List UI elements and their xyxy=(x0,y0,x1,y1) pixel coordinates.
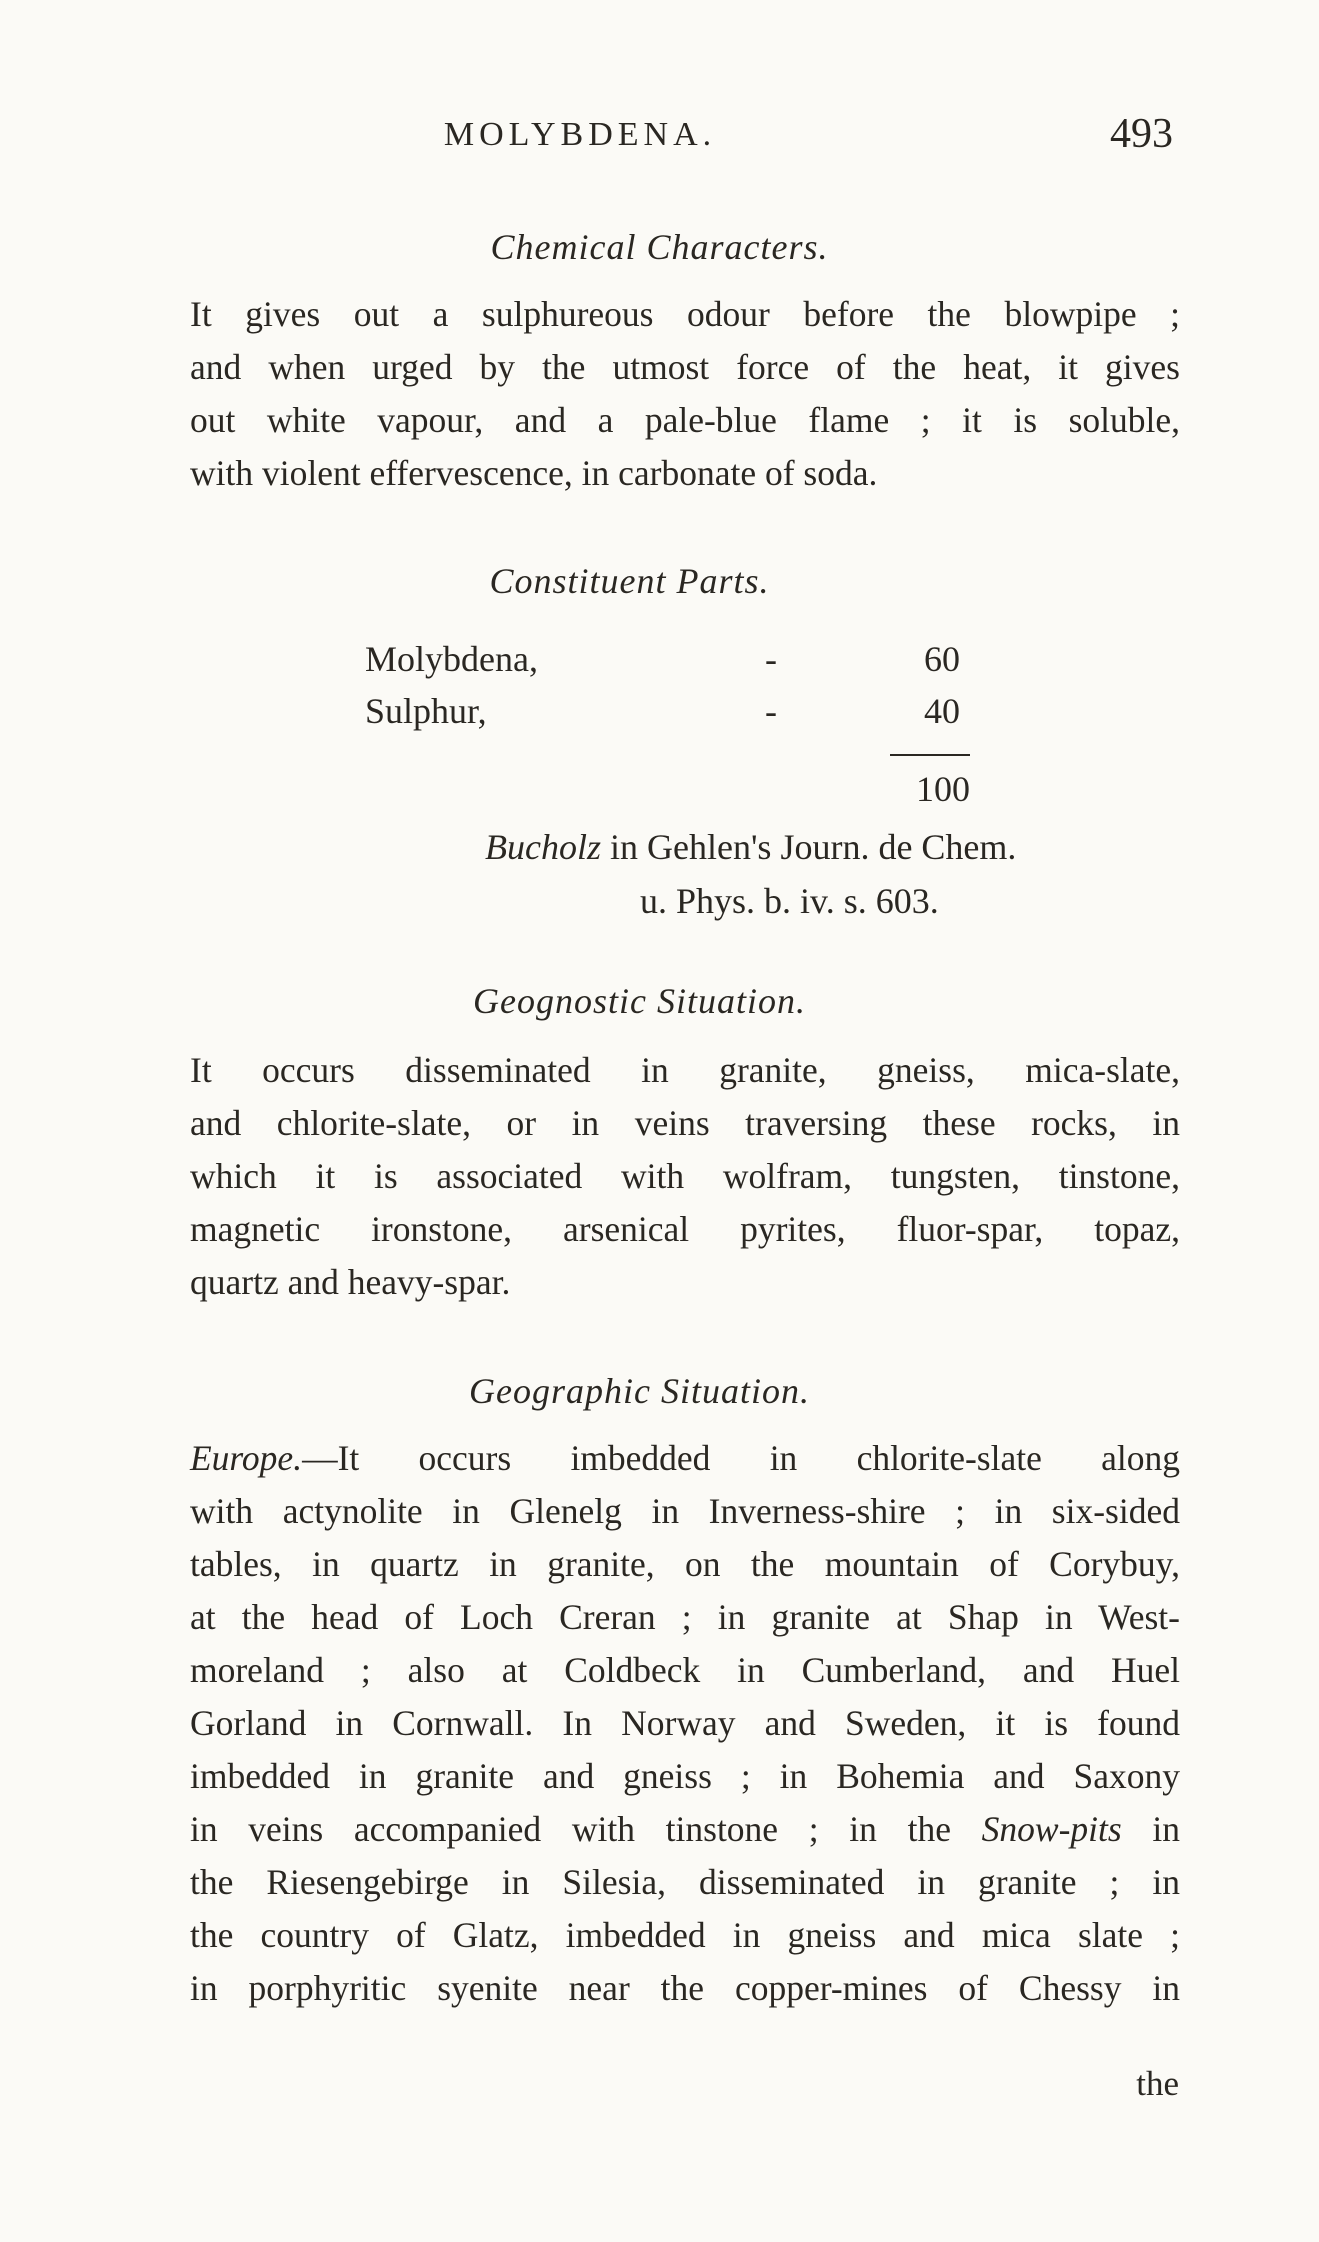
constituent-dash: - xyxy=(765,639,777,679)
snow-pits-term: Snow-pits xyxy=(981,1809,1122,1849)
text-line: at the head of Loch Creran ; in granite at Shap in West- xyxy=(190,1597,1180,1637)
citation-source: in Gehlen's Journ. de Chem. xyxy=(609,827,1017,867)
text-line: the country of Glatz, imbedded in gneiss and mica slate ; xyxy=(190,1915,1180,1955)
europe-text: —It occurs imbedded in chlorite-slate along xyxy=(302,1438,1180,1478)
text-line xyxy=(190,1803,1180,1856)
running-title: MOLYBDENA. xyxy=(443,116,717,153)
chemical-characters-heading: Chemical Characters. xyxy=(490,227,829,267)
geognostic-paragraph xyxy=(190,1044,1180,1309)
text-line: quartz and heavy-spar. xyxy=(190,1262,511,1302)
constituent-value: 60 xyxy=(924,639,960,679)
constituent-value: 40 xyxy=(924,691,960,731)
geographic-paragraph xyxy=(190,1432,1180,2015)
text-line: Gorland in Cornwall. In Norway and Sweden, it is found xyxy=(190,1703,1180,1743)
constituent-parts-heading: Constituent Parts. xyxy=(489,561,770,601)
constituent-row-molybdena xyxy=(365,638,985,690)
text-line: and chlorite-slate, or in veins traversing these rocks, in xyxy=(190,1103,1180,1143)
sum-rule xyxy=(890,754,970,756)
constituent-name: Sulphur, xyxy=(365,691,487,731)
constituent-dash: - xyxy=(765,691,777,731)
snow-line-post: in xyxy=(1152,1809,1180,1849)
text-line xyxy=(190,1432,1180,1485)
constituent-name: Molybdena, xyxy=(365,639,538,679)
text-line: with violent effervescence, in carbonate of soda. xyxy=(190,453,878,493)
text-line: out white vapour, and a pale-blue flame ; it is soluble, xyxy=(190,400,1180,440)
text-line: moreland ; also at Coldbeck in Cumberland, and Huel xyxy=(190,1650,1180,1690)
text-line: which it is associated with wolfram, tungsten, tinstone, xyxy=(190,1156,1180,1196)
citation-line-2: u. Phys. b. iv. s. 603. xyxy=(640,881,939,921)
text-line: tables, in quartz in granite, on the mountain of Corybuy, xyxy=(190,1544,1180,1584)
snow-line-pre: in veins accompanied with tinstone ; in the xyxy=(190,1809,951,1849)
page-number: 493 xyxy=(1110,111,1173,157)
text-line: imbedded in granite and gneiss ; in Bohemia and Saxony xyxy=(190,1756,1180,1796)
citation-line-1 xyxy=(485,826,1016,868)
constituent-row-sulphur xyxy=(365,690,985,742)
text-line: in porphyritic syenite near the copper-mines of Chessy in xyxy=(190,1968,1180,2008)
text-line: It occurs disseminated in granite, gneiss, mica-slate, xyxy=(190,1050,1180,1090)
running-head xyxy=(0,108,1319,158)
citation-author: Bucholz xyxy=(485,827,601,867)
text-line: the Riesengebirge in Silesia, disseminated in granite ; in xyxy=(190,1862,1180,1902)
text-line: magnetic ironstone, arsenical pyrites, fluor-spar, topaz, xyxy=(190,1209,1180,1249)
chemical-characters-paragraph xyxy=(190,288,1180,500)
geographic-situation-heading: Geographic Situation. xyxy=(469,1371,810,1411)
text-line: with actynolite in Glenelg in Inverness-shire ; in six-sided xyxy=(190,1491,1180,1531)
constituent-total: 100 xyxy=(916,769,970,809)
text-line: and when urged by the utmost force of the heat, it gives xyxy=(190,347,1180,387)
text-line: It gives out a sulphureous odour before the blowpipe ; xyxy=(190,294,1180,334)
catchword: the xyxy=(1136,2064,1179,2103)
geognostic-situation-heading: Geognostic Situation. xyxy=(473,981,806,1021)
europe-label: Europe. xyxy=(190,1438,303,1478)
